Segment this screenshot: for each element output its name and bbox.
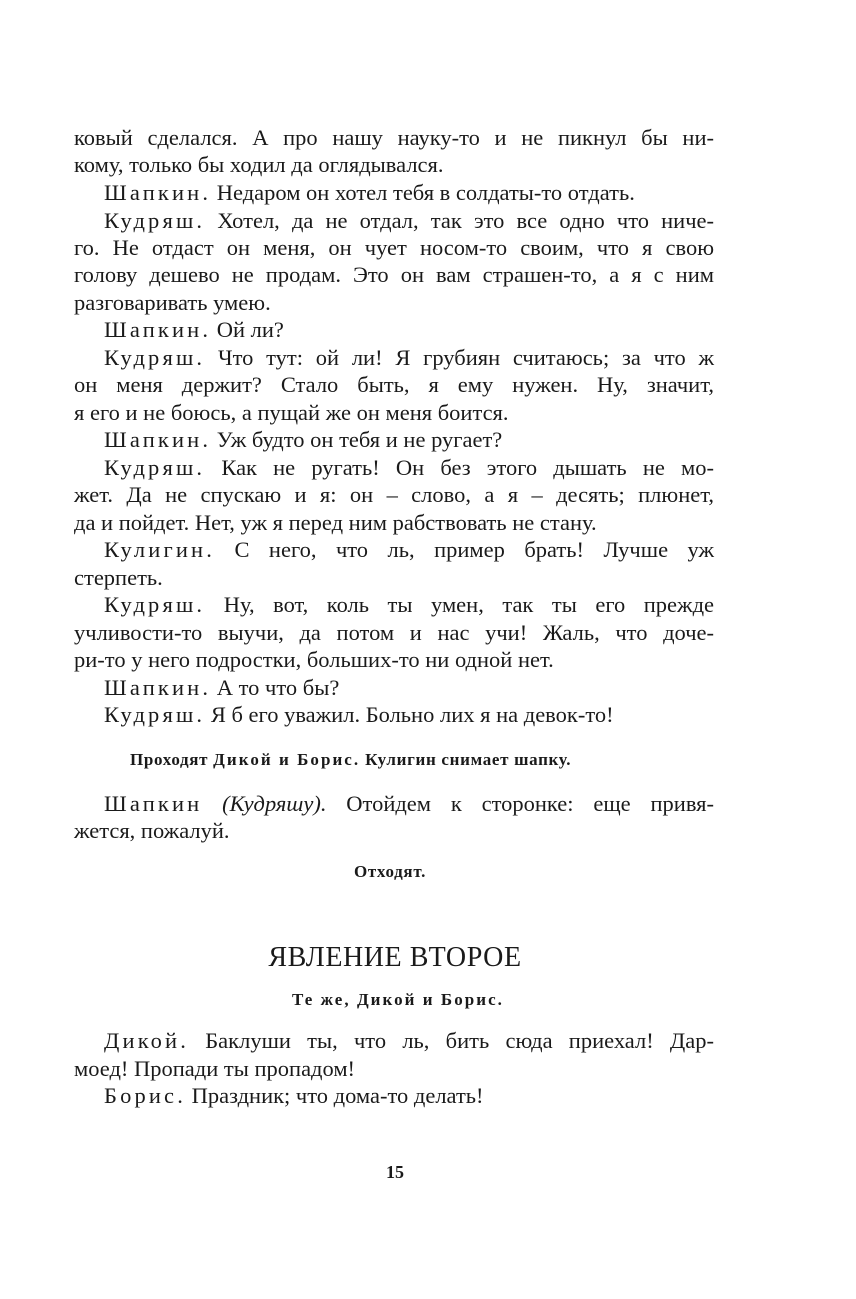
speaker-name: Шапкин.: [104, 427, 212, 452]
dialogue-text: Я б его уважил. Больно лих я на девок-то!: [210, 702, 614, 727]
text-line: учливости-то выучи, да потом и нас учи! Жаль, что доче-: [74, 620, 714, 645]
dialogue-line: [104, 210, 714, 233]
speaker-name: Дикой.: [104, 1028, 189, 1053]
speaker-name: Кудряш.: [104, 345, 206, 370]
speaker-name: Кудряш.: [104, 455, 206, 480]
dialogue-line: [104, 1085, 714, 1108]
speaker-name: Кудряш.: [104, 208, 206, 233]
speaker-name: Кудряш.: [104, 702, 206, 727]
text-line: да и пойдет. Нет, уж я перед ним рабствовать не стану.: [74, 510, 597, 535]
stage-text: Проходят: [130, 750, 209, 769]
text-line: он меня держит? Стало быть, я ему нужен. Ну, значит,: [74, 372, 714, 397]
text-line: голову дешево не продам. Это он вам страшен-то, а я с ним: [74, 262, 714, 287]
dialogue-text: Отойдем к сторонке: еще привя-: [346, 791, 714, 816]
speaker-name: Шапкин.: [104, 180, 212, 205]
stage-names: Дикой и Борис.: [213, 750, 361, 769]
dialogue-text: Как не ругать! Он без этого дышать не мо-: [221, 455, 714, 480]
text-line: ри-то у него подростки, больших-то ни одной нет.: [74, 647, 554, 672]
dialogue-line: [104, 793, 714, 816]
dialogue-line: [104, 319, 714, 342]
dialogue-line: [104, 704, 714, 727]
text-line: я его и не боюсь, а пущай же он меня боится.: [74, 400, 509, 425]
scene-title: ЯВЛЕНИЕ ВТОРОЕ: [268, 942, 522, 973]
dialogue-text: Что тут: ой ли! Я грубиян считаюсь; за что ж: [217, 345, 715, 370]
dialogue-text: Уж будто он тебя и не ругает?: [216, 427, 503, 452]
stage-direction: [130, 750, 571, 770]
speaker-name: Шапкин.: [104, 317, 212, 342]
dialogue-text: Праздник; что дома-то делать!: [191, 1083, 484, 1108]
dialogue-text: Хотел, да не отдал, так это все одно что ниче-: [217, 208, 715, 233]
dialogue-line: [104, 539, 714, 562]
dialogue-line: [104, 457, 714, 480]
text-line: кому, только бы ходил да оглядывался.: [74, 152, 444, 177]
text-line: жет. Да не спускаю и я: он – слово, а я – десять; плюнет,: [74, 482, 714, 507]
speaker-name: Кудряш.: [104, 592, 206, 617]
text-line: го. Не отдаст он меня, он чует носом-то своим, что я свою: [74, 235, 714, 260]
dialogue-line: [104, 594, 714, 617]
dialogue-line: [104, 677, 714, 700]
dialogue-line: [104, 429, 714, 452]
speaker-name: Борис.: [104, 1083, 186, 1108]
stage-direction: Отходят.: [354, 862, 426, 881]
text-line: жется, пожалуй.: [74, 818, 230, 843]
text-line: стерпеть.: [74, 565, 163, 590]
dialogue-text: С него, что ль, пример брать! Лучше уж: [234, 537, 715, 562]
page-number: 15: [386, 1162, 404, 1182]
stage-remark: (Кудряшу).: [222, 791, 327, 816]
dialogue-text: Баклуши ты, что ль, бить сюда приехал! Дар-: [205, 1028, 715, 1053]
stage-text: Кулигин снимает шапку.: [365, 750, 572, 769]
dialogue-line: [104, 1030, 714, 1053]
scene-cast: Те же, Дикой и Борис.: [292, 990, 504, 1009]
dialogue-text: А то что бы?: [216, 675, 340, 700]
text-line: разговаривать умею.: [74, 290, 271, 315]
dialogue-text: Недаром он хотел тебя в солдаты-то отдать.: [216, 180, 635, 205]
speaker-name: Шапкин.: [104, 675, 212, 700]
dialogue-text: Ну, вот, коль ты умен, так ты его прежде: [223, 592, 714, 617]
dialogue-line: [104, 182, 714, 205]
speaker-name: Шапкин: [104, 791, 203, 816]
dialogue-line: [104, 347, 714, 370]
text-line: моед! Пропади ты пропадом!: [74, 1056, 356, 1081]
text-line: ковый сделался. А про нашу науку-то и не пикнул бы ни-: [74, 125, 714, 150]
speaker-name: Кулигин.: [104, 537, 215, 562]
dialogue-text: Ой ли?: [216, 317, 284, 342]
